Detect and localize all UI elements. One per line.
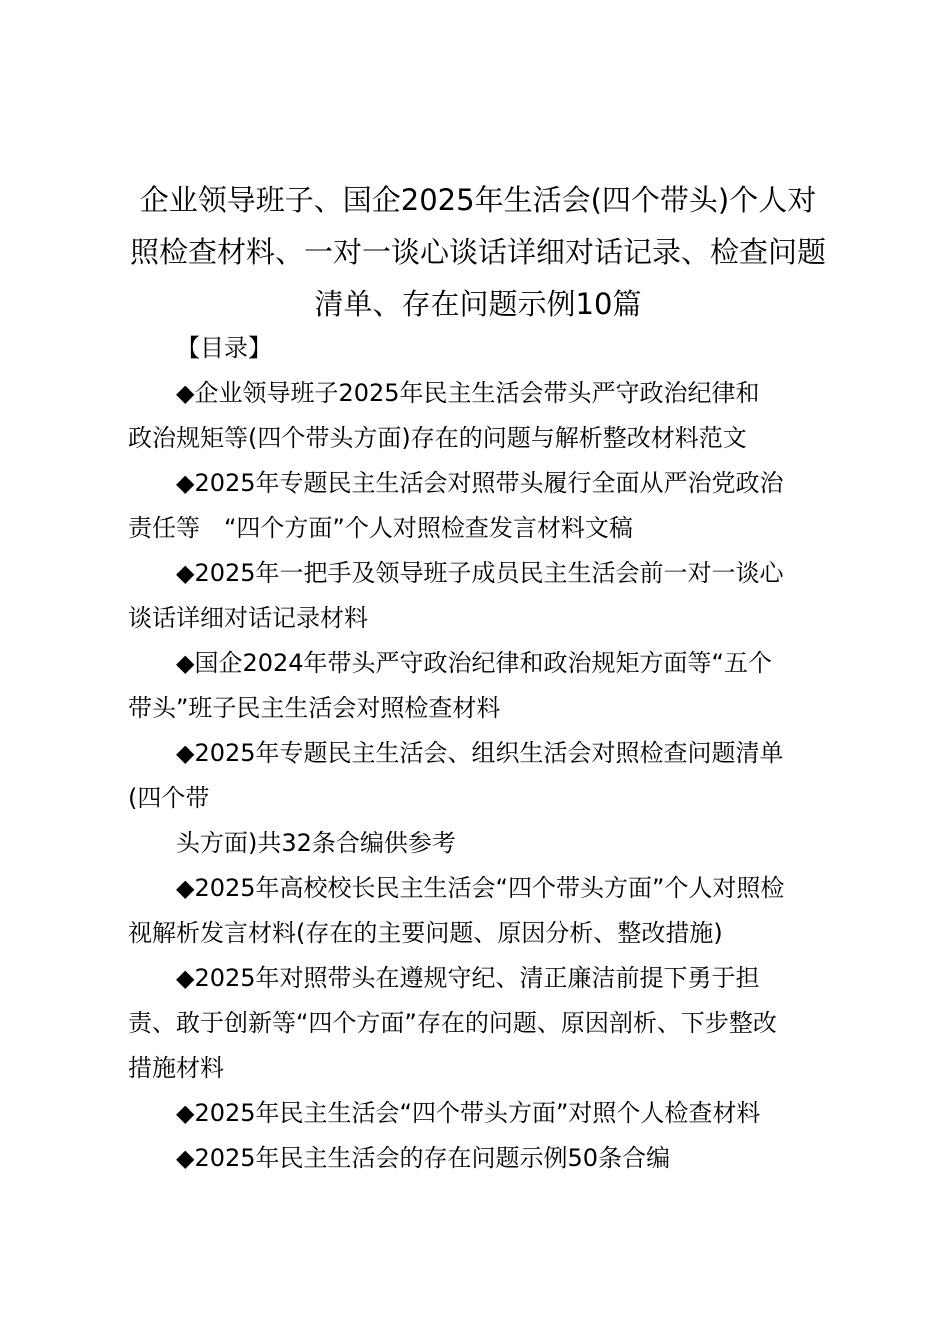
toc-item-line: 视解析发言材料(存在的主要问题、原因分析、整改措施) [128, 919, 723, 947]
toc-item-line: 带头”班子民主生活会对照检查材料 [128, 694, 501, 722]
toc-item-line: (四个带 [128, 784, 210, 812]
toc-item-line: 责、敢于创新等“四个方面”存在的问题、原因剖析、下步整改 [128, 1009, 777, 1037]
toc-item-line: ◆2025年对照带头在遵规守纪、清正廉洁前提下勇于担 [176, 964, 760, 992]
toc-item-line: ◆2025年民主生活会“四个带头方面”对照个人检查材料 [176, 1099, 761, 1127]
toc-item-line: ◆2025年专题民主生活会、组织生活会对照检查问题清单 [176, 739, 784, 767]
toc-item-line: 头方面)共32条合编供参考 [176, 829, 456, 857]
toc-item-line: ◆2025年高校校长民主生活会“四个带头方面”个人对照检 [176, 874, 785, 902]
toc-item-line: 谈话详细对话记录材料 [128, 604, 368, 632]
toc-item-line: 措施材料 [128, 1054, 224, 1082]
toc-item-line: ◆国企2024年带头严守政治纪律和政治规矩方面等“五个 [176, 649, 772, 677]
toc-item-line: ◆2025年民主生活会的存在问题示例50条合编 [176, 1144, 671, 1172]
toc-item-line: 政治规矩等(四个带头方面)存在的问题与解析整改材料范文 [128, 424, 747, 452]
toc-item-line: 责任等 “四个方面”个人对照检查发言材料文稿 [128, 514, 633, 542]
toc-heading: 【目录】 [176, 334, 272, 362]
document-title: 企业领导班子、国企2025年生活会(四个带头)个人对照检查材料、一对一谈心谈话详细对话记录、检查问题清单、存在问题示例10篇 [129, 183, 826, 321]
toc-item-line: ◆2025年专题民主生活会对照带头履行全面从严治党政治 [176, 469, 784, 497]
toc-item-line: ◆2025年一把手及领导班子成员民主生活会前一对一谈心 [176, 559, 784, 587]
toc-item-line: ◆企业领导班子2025年民主生活会带头严守政治纪律和 [176, 379, 760, 407]
